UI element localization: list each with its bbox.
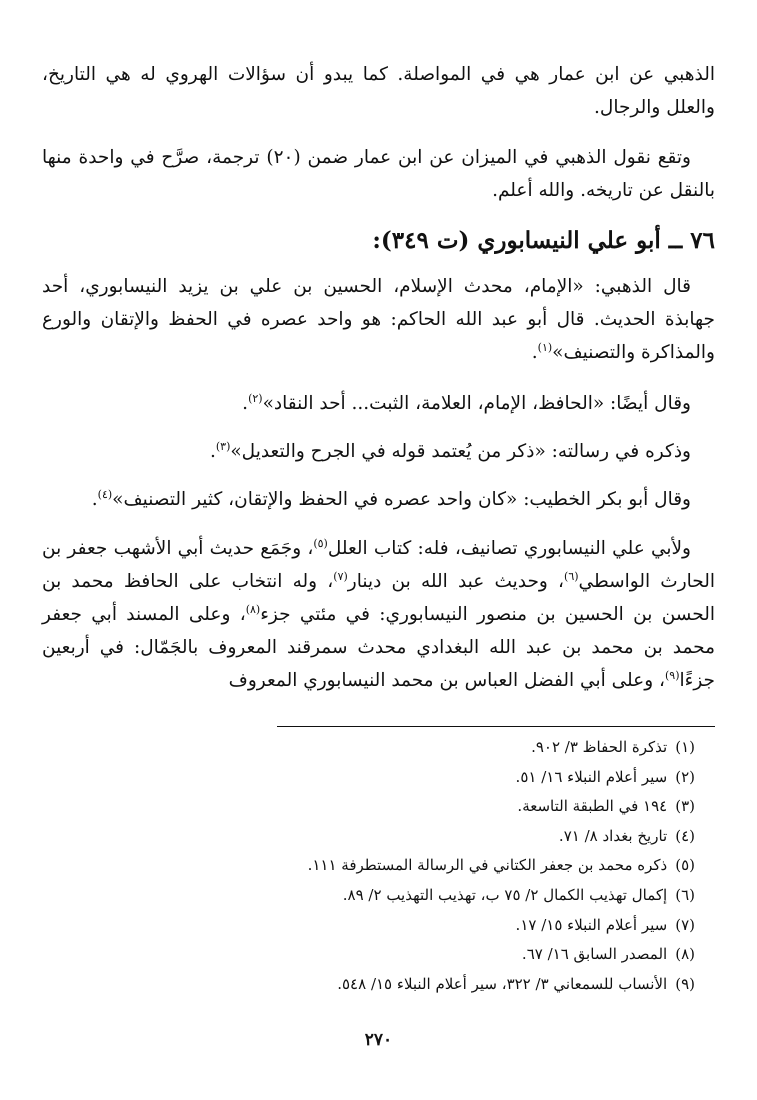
footnote-number: (٢) [675,767,695,786]
footnote-ref-9: (٩) [665,668,680,682]
paragraph-7 [42,532,715,697]
footnote-number: (٨) [675,945,695,964]
footnote-item [55,911,695,941]
footnote-number: (٣) [675,797,695,816]
paragraph-3-text: قال الذهبي: «الإمام، محدث الإسلام، الحسين بن علي بن يزيد النيسابوري، أحد جهابذة الحديث. قال أبو عبد الله الحاكم: هو واحد عصره في الحفظ والإتقان والورع والمذاكرة والتصنيف» [42,276,715,363]
page-number: ٢٧٠ [364,1030,393,1050]
footnote-text: المصدر السابق ١٦/ ٦٧. [521,945,668,964]
paragraph-1 [42,58,715,124]
paragraph-7-b: ، وجَمَع حديث أبي الأشهب جعفر بن الحارث الواسطي [42,538,715,592]
footnote-ref-5: (٥) [313,536,328,550]
footnote-divider [277,726,715,727]
paragraph-6-text: وقال أبو بكر الخطيب: «كان واحد عصره في الحفظ والإتقان، كثير التصنيف» [112,489,691,510]
footnote-ref-3: (٣) [215,439,231,453]
footnote-text: تذكرة الحفاظ ٣/ ٩٠٢. [531,738,668,756]
footnote-item [55,792,695,822]
paragraph-7-c: ، وحديث عبد الله بن دينار [347,571,565,592]
footnote-text: ذكره محمد بن جعفر الكتاني في الرسالة المستطرفة ١١١. [307,856,668,875]
paragraph-7-a: ولأبي علي النيسابوري تصانيف، فله: كتاب العلل [327,538,691,559]
footnote-text: سير أعلام النبلاء ١٦/ ٥١. [515,767,668,786]
paragraph-3 [42,270,715,369]
paragraph-7-d: ، وله انتخاب على الحافظ محمد بن الحسن بن الحسين بن منصور النيسابوري: في مئتي جزء [42,571,715,625]
section-heading: ٧٦ ــ أبو علي النيسابوري (ت ٣٤٩): [372,227,715,254]
footnote-ref-8: (٨) [245,602,261,616]
footnote-text: ١٩٤ في الطبقة التاسعة. [517,797,668,816]
footnote-item [55,940,695,970]
footnote-number: (١) [675,738,695,756]
footnote-number: (٤) [675,826,695,845]
footnote-number: (٩) [675,974,695,993]
footnote-text: سير أعلام النبلاء ١٥/ ١٧. [515,915,668,934]
footnote-item [55,822,695,852]
paragraph-1-text: الذهبي عن ابن عمار هي في المواصلة. كما يبدو أن سؤالات الهروي له هي التاريخ، والعلل والرجال. [42,64,715,118]
footnote-ref-4: (٤) [97,487,113,501]
footnote-item [55,851,695,881]
footnote-ref-6: (٦) [564,569,579,583]
footnote-number: (٧) [675,915,695,934]
paragraph-4 [42,387,715,420]
footnote-ref-7: (٧) [333,569,348,583]
footnote-item [55,763,695,793]
paragraph-2-text: وتقع نقول الذهبي في الميزان عن ابن عمار ضمن (٢٠) ترجمة، صرَّح في واحدة منها بالنقل عن تاريخه. والله أعلم. [42,147,715,201]
footnote-item [55,970,695,1000]
footnote-item [55,881,695,911]
paragraph-7-f: ، وعلى أبي الفضل العباس بن محمد النيسابوري المعروف [228,670,665,691]
footnote-item [55,733,695,763]
footnote-number: (٥) [675,856,695,875]
footnote-ref-2: (٢) [248,391,263,405]
footnote-text: تاريخ بغداد ٨/ ٧١. [558,826,668,845]
paragraph-2 [42,141,715,207]
paragraph-5 [42,435,715,468]
footnote-text: إكمال تهذيب الكمال ٢/ ٧٥ ب، تهذيب التهذيب ٢/ ٨٩. [342,885,668,904]
paragraph-3-end: . [531,342,538,363]
paragraph-4-text: وقال أيضًا: «الحافظ، الإمام، العلامة، الثبت... أحد النقاد» [262,393,691,414]
paragraph-4-end: . [242,393,249,414]
footnote-number: (٦) [675,885,695,904]
paragraph-5-text: وذكره في رسالته: «ذكر من يُعتمد قوله في الجرح والتعديل» [230,441,691,462]
footnote-ref-1: (١) [537,340,553,354]
paragraph-6-end: . [91,489,98,510]
paragraph-5-end: . [209,441,216,462]
paragraph-7-e: ، وعلى المسند أبي جعفر محمد بن محمد بن عبد الله البغدادي محدث سمرقند المعروف بالجَمّال: في أربعين جزءًا [42,604,715,691]
footnote-list [55,733,695,999]
footnote-text: الأنساب للسمعاني ٣/ ٣٢٢، سير أعلام النبلاء ١٥/ ٥٤٨. [337,974,668,993]
paragraph-6 [42,483,715,516]
